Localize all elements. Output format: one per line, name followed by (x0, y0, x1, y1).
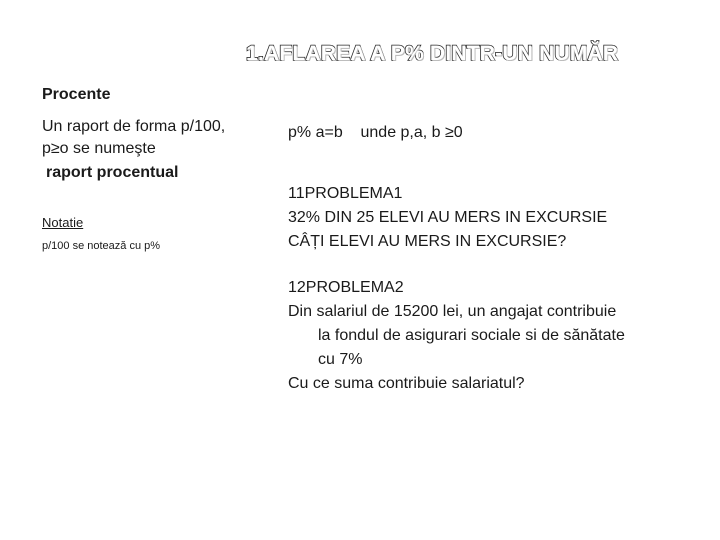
problem-2-line-2: la fondul de asigurari sociale si de sănătate (318, 327, 625, 344)
problem-1-line-1: 32% DIN 25 ELEVI AU MERS IN EXCURSIE (288, 209, 608, 226)
formula: p% a=b unde p,a, b ≥0 (288, 124, 463, 141)
notation-text: p/100 se notează cu p% (42, 240, 161, 252)
section-heading-procente: Procente (42, 86, 111, 103)
definition-line-1: Un raport de forma p/100, (42, 118, 226, 135)
left-column (42, 86, 272, 252)
problem-2 (288, 276, 678, 396)
problem-2-line-4: Cu ce suma contribuie salariatul? (288, 375, 525, 392)
notation-heading: Notatie (42, 215, 84, 230)
term-raport-procentual: raport procentual (46, 164, 179, 181)
definition-line-2: p≥o se numeşte (42, 140, 156, 157)
problem-2-line-1: Din salariul de 15200 lei, un angajat contribuie (288, 303, 617, 320)
problem-2-heading: 12PROBLEMA2 (288, 279, 404, 296)
problem-2-line-3: cu 7% (318, 351, 363, 368)
problem-1-line-2: CÂȚI ELEVI AU MERS IN EXCURSIE? (288, 233, 567, 250)
right-column (288, 122, 678, 396)
problem-1 (288, 182, 678, 254)
problem-1-heading: 11PROBLEMA1 (288, 185, 403, 202)
slide-title: 1.AFLAREA A P% DINTR-UN NUMĂR (246, 42, 619, 65)
